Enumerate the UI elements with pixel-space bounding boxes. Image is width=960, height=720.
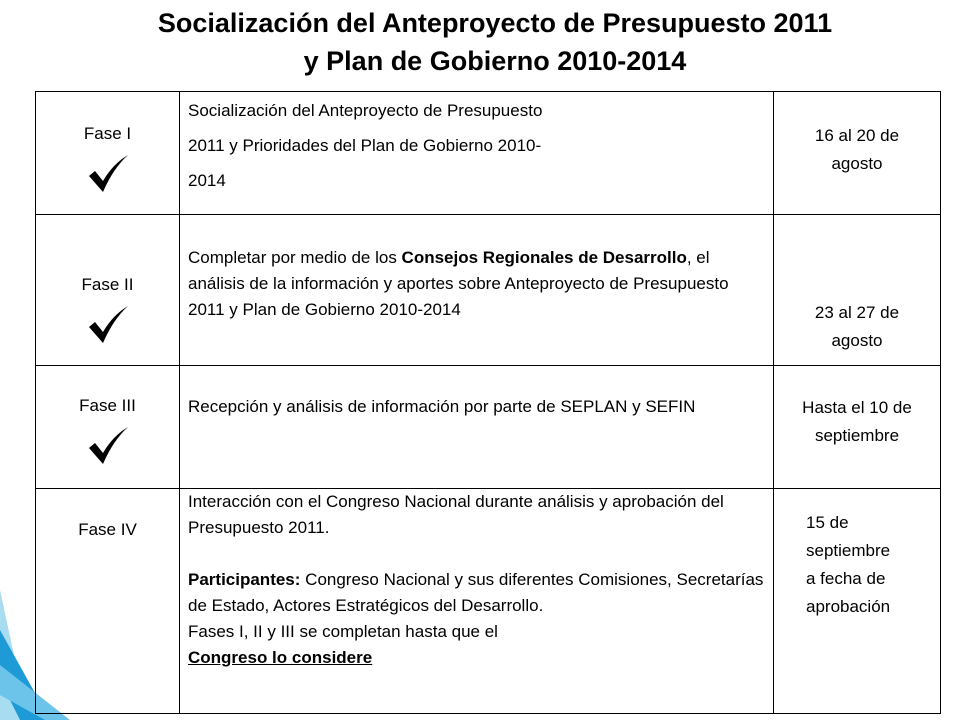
description-line: 2014 (188, 171, 226, 190)
description-cell (180, 215, 774, 365)
phases-table (35, 91, 941, 714)
closing-text: Fases I, II y III se completan hasta que el (188, 622, 498, 641)
date-line: agosto (831, 154, 883, 173)
date-line: 16 al 20 de (814, 126, 900, 145)
description-line: 2011 y Prioridades del Plan de Gobierno 2010- (188, 136, 542, 155)
participants-label: Participantes: (188, 570, 301, 589)
phase-label: Fase IV (78, 520, 137, 539)
table-row (36, 92, 940, 215)
phase-label: Fase I (83, 124, 132, 143)
description-text: , el análisis de la información y aportes sobre Anteproyecto de Presupuesto 2011 y Plan de Gobierno 2010-2014 (188, 248, 729, 319)
table-row (36, 215, 940, 366)
closing-emphasis: Congreso lo considere (188, 648, 373, 667)
description-text: Interacción con el Congreso Nacional durante análisis y aprobación del Presupuesto 2011. (188, 492, 724, 537)
title-line-2: y Plan de Gobierno 2010-2014 (303, 46, 687, 76)
date-line: agosto (831, 331, 883, 350)
description-cell (180, 92, 774, 214)
phase-label: Fase III (79, 396, 136, 415)
description-cell (180, 366, 774, 488)
date-line: 15 de (806, 513, 849, 532)
date-line: aprobación (806, 597, 891, 616)
description-cell (180, 489, 774, 713)
date-line: a fecha de (806, 569, 886, 588)
page-title (0, 4, 960, 80)
date-line: septiembre (806, 541, 891, 560)
date-cell (774, 92, 940, 214)
description-line: Socialización del Anteproyecto de Presupuesto (188, 101, 543, 120)
phase-cell (36, 489, 180, 713)
phase-cell (36, 215, 180, 365)
date-cell (774, 489, 940, 713)
phase-cell (36, 92, 180, 214)
title-line-1: Socialización del Anteproyecto de Presupuesto 2011 (157, 8, 833, 38)
date-line: septiembre (814, 426, 900, 445)
highlight-text: Consejos Regionales de Desarrollo (401, 248, 687, 267)
date-cell (774, 215, 940, 365)
date-cell (774, 366, 940, 488)
date-line: 23 al 27 de (814, 303, 900, 322)
checkmark-icon (86, 154, 130, 194)
table-row (36, 489, 940, 713)
checkmark-icon (86, 426, 130, 466)
participants-text: Congreso Nacional y sus diferentes Comisiones, Secretarías de Estado, Actores Estratégicos del Desarrollo. (188, 570, 764, 615)
phase-cell (36, 366, 180, 488)
description-text: Completar por medio de los (188, 248, 402, 267)
description-text: Recepción y análisis de información por parte de SEPLAN y SEFIN (188, 397, 696, 416)
date-line: Hasta el 10 de (802, 398, 912, 417)
phase-label: Fase II (81, 275, 134, 294)
checkmark-icon (86, 305, 130, 345)
table-row (36, 366, 940, 489)
